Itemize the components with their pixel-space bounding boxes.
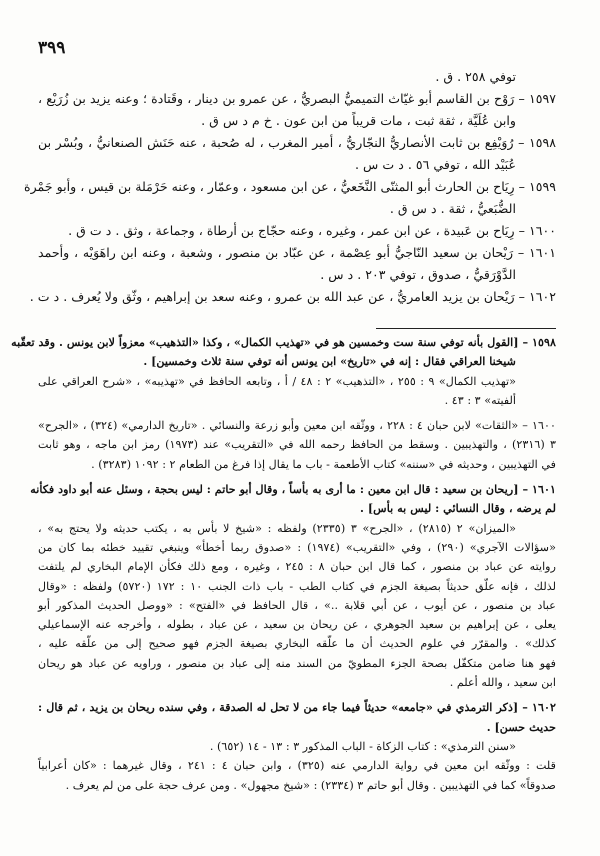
footnote-line: فهو هنا ضامن متكفّل بصحة الجزء المطويّ من السند منه إلى عباد بن منصور ، وراويه عن عباد هو ريحان — [38, 656, 556, 670]
footnote-line: «الميزان» ٢ (٢٨١٥) ، «الجرح» ٣ (٢٣٣٥) ولفظه : «شيخ لا بأس به ، يكتب حديثه ولا يحتج به» ، — [38, 521, 517, 535]
main-text-line: ١٦٠٢ – رَيْحان بن يزيد العامريُّ ، عن عبد الله بن عمرو ، وعنه سعد بن إبراهيم ، وثّق ولا يُعرف . د ت . — [29, 289, 556, 304]
main-text-line: الضُّبَعيُّ ، ثقة . د س ق . — [389, 201, 516, 216]
main-text-line: ١٥٩٨ – رُوَيْفِع بن ثابت الأنصاريُّ النجّاريُّ ، أمير المغرب ، له صُحبة ، عنه حَنَش الصنعانيُّ ، وبُسْر بن — [38, 135, 556, 150]
main-text-line: الدَّوْرَقيُّ ، صدوق ، توفي ٢٠٣ . د س . — [320, 267, 516, 282]
footnote-line: لذلك ، فإنه علّق حديثاً بصيغة الجزم في كتاب الطب - باب ذات الجنب ١٠ : ١٧٢ (٥٧٢٠) ولفظه : «وقال — [38, 579, 557, 593]
footnote-line: قلت : ووثّقه ابن معين في رواية الدارمي عنه (٣٢٥) ، وابن حبان ٤ : ٢٤١ ، وقال غيرهما : «كان أعرابياً — [38, 759, 556, 773]
main-text-line: ١٦٠١ – رَيْحان بن سعيد النّاجيُّ أبو عِصْمة ، عن عبّاد بن منصور ، وشعبة ، وعنه ابن راهَوَيْه ، وأحمد — [38, 245, 556, 260]
footnote-line: «سنن الترمذي» : كتاب الزكاة - الباب المذكور ٣ : ١٣ - ١٤ (٦٥٢) . — [209, 739, 516, 753]
main-text-line: ١٥٩٧ – رَوْح بن القاسم أبو غيّاث التميميُّ البصريُّ ، عن عمرو بن دينار ، وقَتادة ؛ وعنه يزيد بن زُرَيْع ، — [38, 91, 556, 106]
footnote-line: ابن سعيد ، والله أعلم . — [449, 676, 556, 690]
footnote-line: شيخنا العراقي فقال : إنه في «تاريخ» ابن يونس أنه توفي سنة ثلاث وخمسين] . — [143, 354, 516, 369]
main-text-line: عُبَيْد الله ، توفي ٥٦ . د ت س . — [355, 157, 516, 172]
footnote-line: يعلى ، عن إبراهيم بن سعيد الجوهري ، عن ريحان بن سعيد ، عن عباد ، بطوله ، وأخرجه عنه الإسماعيلي — [38, 618, 556, 632]
page-number: ٣٩٩ — [38, 38, 66, 58]
footnote-line: «سؤالات الآجري» (٢٩٠) ، وفي «التقريب» (١٩٧٤) : «صدوق ربما أخطأ» وينبغي تقييد خطئه بما كان من — [38, 540, 556, 554]
footnote-line: ألفيته» ٣ : ٤٣ . — [444, 393, 516, 407]
main-text-line: ١٥٩٩ – رِيَاح بن الحارث أبو المثنّى النَّخَعيُّ ، عن ابن مسعود ، وعمّار ، وعنه حَرْمَلة بن قيس ، وأبو جَمْرة — [23, 179, 556, 194]
footnote-line: ١٥٩٨ – [القول بأنه توفي سنة ست وخمسين هو في «تهذيب الكمال» ، وكذا «التذهيب» معزواً لابن يونس . وقد تعقّبه — [11, 335, 556, 349]
footnote-line: صدوقاً» كما في التهذيبين . وقال أبو حاتم ٣ (٢٣٣٤) : «شيخ مجهول» . ومن عرف حجة على من لم يعرف . — [65, 778, 556, 792]
main-text-line: وابن عُلَيَّة ، ثقة ثبت ، مات قريباً من ابن عون . خ م د س ق . — [201, 113, 516, 128]
footnote-line: ١٦٠١ – [ريحان بن سعيد : قال ابن معين : ما أرى به بأساً ، وقال أبو حاتم : ليس بحجة ، وسئل عنه أبو داود فكأنه — [30, 482, 556, 497]
main-text-line: ١٦٠٠ – رِيَاح بن عَبيدة ، عن ابن عمر ، وغيره ، وعنه حجّاج بن أرطاة ، وجماعة ، وثق . د ت ق . — [68, 223, 556, 238]
footnotes — [11, 333, 557, 795]
footnote-line: كذلك» . والمقرّر في علوم الحديث أن ما علّقه البخاري بصيغة الجزم فهو صحيح إلى من علّقه عليه ، — [38, 637, 556, 651]
footnote-line: «تهذيب الكمال» ٩ : ٢٥٥ ، «التذهيب» ٢ : ٤٨ / أ ، وتابعه الحافظ في «تهذيبه» ، «شرح العراقي على — [38, 374, 516, 388]
footnote-line: في التهذيبين ، وحديثه في «سننه» كتاب الأطعمة - باب ما يقال إذا فرغ من الطعام ٢ : ١٠٩٢ (٣٢٨٣) . — [91, 457, 556, 471]
main-text — [23, 66, 556, 308]
footnote-line: ١٦٠٠ – «الثقات» لابن حبان ٤ : ٢٢٨ ، ووثّقه ابن معين وأبو زرعة والنسائي . «تاريخ الدارمي» (٣٢٤) ، «الجرح» — [38, 419, 557, 433]
main-text-line: توفي ٢٥٨ . ق . — [435, 69, 516, 84]
footnote-line: عباد بن منصور ، عن أيوب ، عن أبي قلابة ..» ، قال الحافظ في «الفتح» : «ووصل الحديث المذكور أبو — [38, 598, 556, 612]
footnote-line: روايته عن عباد بن منصور ، كما قال ابن حبان ٨ : ٢٤٥ ، وغيره ، ومع ذلك فكأن الإمام البخاري لم يلتفت — [38, 560, 556, 574]
footnote-line: ٣ (٢٣١٦) ، والتهذيبين . وسقط من الحافظ رحمه الله في «التقريب» عند (١٩٧٣) رمز ابن ماجه ، وهو ثابت — [38, 438, 557, 452]
footnote-line: لم يرضه ، وقال النسائي : ليس به بأس] . — [360, 501, 556, 516]
footnote-separator — [376, 328, 556, 329]
footnote-line: حديث حسن] . — [486, 719, 556, 734]
footnote-line: ١٦٠٢ – [ذكر الترمذي في «جامعه» حديثاً فيما جاء من لا تحل له الصدقة ، وفي سنده ريحان بن يزيد ، ثم قال : — [38, 700, 556, 715]
